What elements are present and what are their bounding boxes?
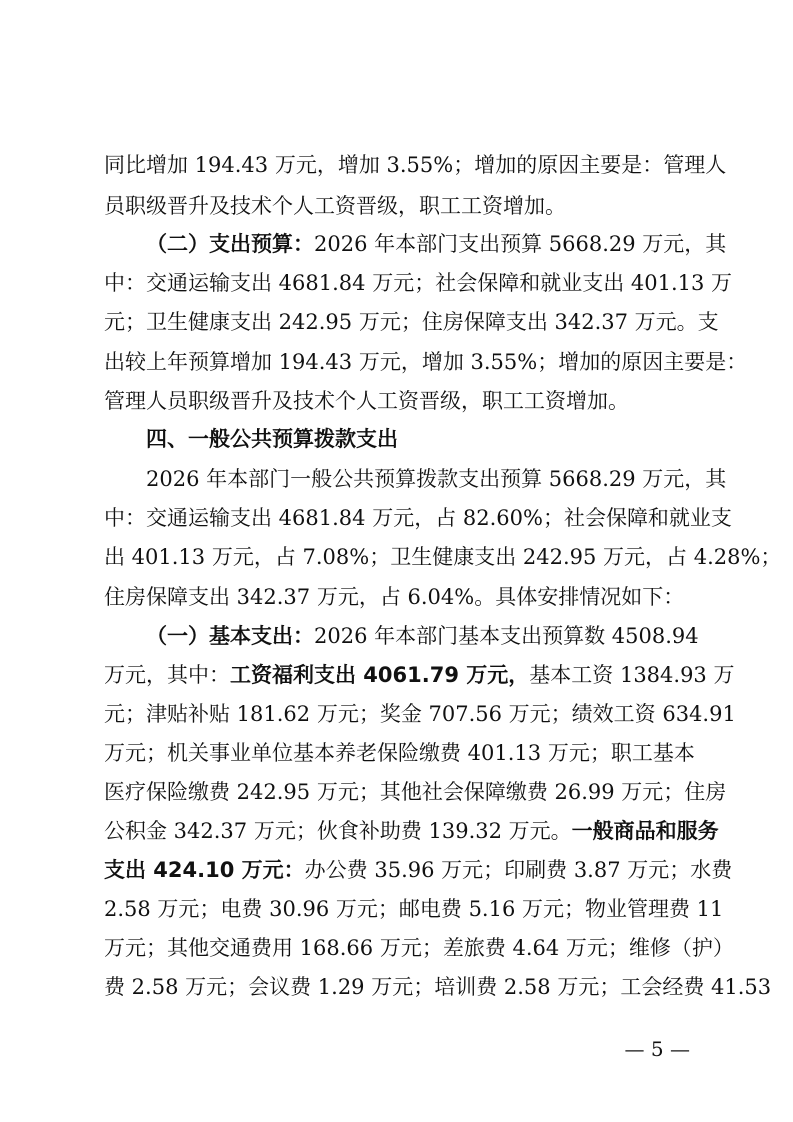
paragraph-text: 办公费 35.96 万元；印刷费 3.87 万元；水费 [304,858,733,882]
paragraph-line: 住房保障支出 342.37 万元，占 6.04%。具体安排情况如下： [104,585,685,609]
paragraph-text: 2026 年本部门基本支出预算数 4508.94 [314,624,699,648]
paragraph-line: 同比增加 194.43 万元，增加 3.55%；增加的原因主要是：管理人 [104,153,727,177]
goods-services-total: 支出 424.10 万元： [104,858,305,882]
paragraph-line: 中：交通运输支出 4681.84 万元；社会保障和就业支出 401.13 万 [104,271,733,295]
paragraph-line: 费 2.58 万元；会议费 1.29 万元；培训费 2.58 万元；工会经费 41.53 [104,975,772,999]
paragraph-line [104,851,733,889]
paragraph-line: 管理人员职级晋升及技术个人工资晋级，职工工资增加。 [104,389,629,413]
paragraph-text: 基本工资 1384.93 万 [529,663,735,687]
paragraph-line: 中：交通运输支出 4681.84 万元，占 82.60%；社会保障和就业支 [104,506,732,530]
paragraph-line: 元；津贴补贴 181.62 万元；奖金 707.56 万元；绩效工资 634.91 [104,702,736,726]
paragraph-line: 万元；机关事业单位基本养老保险缴费 401.13 万元；职工基本 [104,741,695,765]
paragraph-line: 医疗保险缴费 242.95 万元；其他社会保障缴费 26.99 万元；住房 [104,780,727,804]
expenditure-budget-label: （二）支出预算： [146,232,314,256]
paragraph-line: 元；卫生健康支出 242.95 万元；住房保障支出 342.37 万元。支 [104,310,719,334]
paragraph-line [146,617,699,655]
wages-welfare-total: 工资福利支出 4061.79 万元， [230,663,530,687]
paragraph-line: 2.58 万元；电费 30.96 万元；邮电费 5.16 万元；物业管理费 11 [104,897,724,921]
paragraph-text: 万元，其中： [104,663,230,687]
paragraph-text: 公积金 342.37 万元；伙食补助费 139.32 万元。 [104,819,572,843]
paragraph-line: 万元；其他交通费用 168.66 万元；差旅费 4.64 万元；维修（护） [104,936,734,960]
paragraph-line: 员职级晋升及技术个人工资晋级，职工工资增加。 [104,194,566,218]
paragraph-line: 2026 年本部门一般公共预算拨款支出预算 5668.29 万元，其 [146,467,727,491]
paragraph-line: 出 401.13 万元，占 7.08%；卫生健康支出 242.95 万元，占 4.28%； [104,545,782,569]
page-number: — 5 — [624,1037,690,1061]
section-heading: 四、一般公共预算拨款支出 [146,427,398,451]
paragraph-line [104,812,719,850]
paragraph-line [104,656,735,694]
basic-expenditure-label: （一）基本支出： [146,624,314,648]
goods-services-heading: 一般商品和服务 [571,819,719,843]
paragraph-text: 2026 年本部门支出预算 5668.29 万元，其 [314,232,727,256]
paragraph-line: 出较上年预算增加 194.43 万元，增加 3.55%；增加的原因主要是： [104,350,748,374]
paragraph-line [146,225,727,263]
